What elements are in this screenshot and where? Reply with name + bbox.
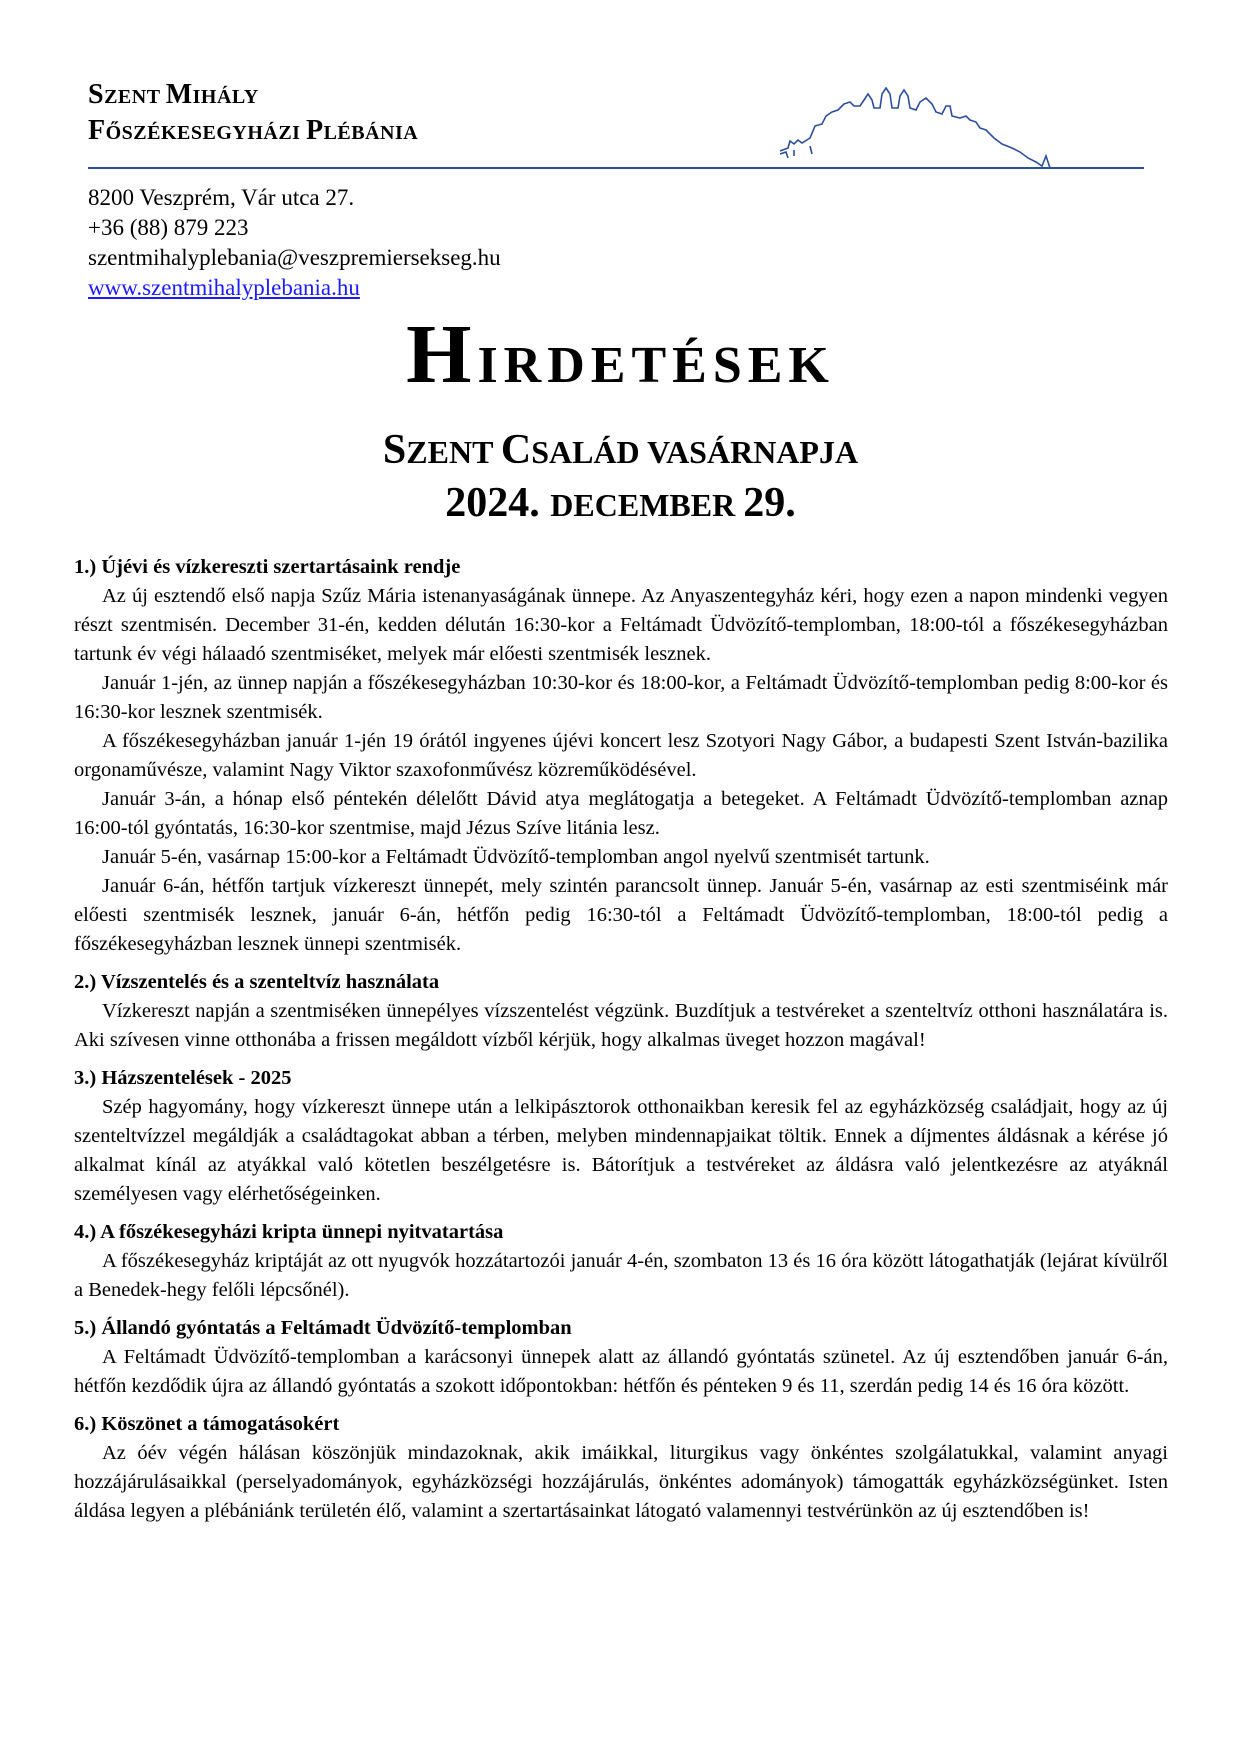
section-heading: 5.) Állandó gyóntatás a Feltámadt Üdvözítő-templomban <box>74 1317 572 1339</box>
section-paragraph: Az óév végén hálásan köszönjük mindazoknak, akik imáikkal, liturgikus vagy önkéntes szolgálatukkal, valamint anyagi hozzájárulásaikkal (perselyadományok, egyházközségi hozzájárulás, önkéntes adományok) támogatták egyházközségünket. Isten áldása legyen a plébániánk területén élő, valamint a szertartásainkat látogató valamennyi testvérünkön az új esztendőben is! <box>74 1442 1168 1522</box>
announcement-section <box>74 1064 1168 1209</box>
title-initial: H <box>406 308 478 401</box>
parish-name-text: IHÁLY <box>192 86 259 108</box>
section-paragraph: Január 3-án, a hónap első péntekén délelőtt Dávid atya meglátogatja a betegeket. A Feltámadt Üdvözítő-templomban aznap 16:00-tól gyóntatás, 16:30-kor szentmise, majd Jézus Szíve litánia lesz. <box>74 788 1168 839</box>
subtitle-date <box>0 478 1241 530</box>
announcement-section <box>74 1410 1168 1526</box>
castle-skyline-icon <box>780 86 1140 171</box>
parish-name-initial: F <box>88 115 106 146</box>
parish-name-initial: P <box>305 115 324 146</box>
title-text: IRDETÉSEK <box>477 337 835 394</box>
date-day: 29. <box>743 480 796 526</box>
announcement-section <box>74 1314 1168 1401</box>
subtitle-line-1 <box>0 425 1241 477</box>
section-paragraph: Vízkereszt napján a szentmiséken ünnepélyes vízszentelést végzünk. Buzdítjuk a testvéreket a szenteltvíz otthoni használatára is. Aki szívesen vinne otthonába a frissen megáldott vízből kérjük, hogy alkalmas üveget hozzon magával! <box>74 1000 1168 1051</box>
section-paragraph: A főszékesegyház kriptáját az ott nyugvók hozzátartozói január 4-én, szombaton 13 és 16 óra között látogathatják (lejárat kívülről a Benedek-hegy felőli lépcsőnél). <box>74 1250 1168 1301</box>
email: szentmihalyplebania@veszpremiersekseg.hu <box>88 245 501 270</box>
subtitle-initial: S <box>382 427 407 473</box>
announcement-section <box>74 1218 1168 1305</box>
address: 8200 Veszprém, Vár utca 27. <box>88 185 355 210</box>
announcement-section <box>74 553 1168 959</box>
parish-name-text: ŐSZÉKESEGYHÁZI <box>105 122 306 144</box>
header-divider <box>88 167 1144 169</box>
section-paragraph: Szép hagyomány, hogy vízkereszt ünnepe után a lelkipásztorok otthonaikban keresik fel az egyházközség családjait, hogy az új szenteltvízzel megáldják a családtagokat abban a térben, melyben mindennapjaikat töltik. Ennek a díjmentes áldásnak a kérése jó alkalmat kínál az atyákkal való kötetlen beszélgetésre is. Bátorítjuk a testvéreket az áldásra való jelentkezésre az atyáknál személyesen vagy elérhetőségeinken. <box>74 1096 1168 1205</box>
subtitle-initial: C <box>500 427 532 473</box>
parish-name-initial: S <box>88 79 105 110</box>
announcement-section <box>74 968 1168 1055</box>
parish-name-text: LÉBÁNIA <box>323 122 419 144</box>
section-heading: 2.) Vízszentelés és a szenteltvíz használata <box>74 971 440 993</box>
section-paragraph: Január 5-én, vasárnap 15:00-kor a Feltámadt Üdvözítő-templomban angol nyelvű szentmisét tartunk. <box>102 846 930 868</box>
date-year: 2024. <box>445 480 551 526</box>
section-heading: 6.) Köszönet a támogatásokért <box>74 1413 340 1435</box>
section-paragraph: A Feltámadt Üdvözítő-templomban a karácsonyi ünnepek alatt az állandó gyóntatás szünetel. Az új esztendőben január 6-án, hétfőn kezdődik újra az állandó gyóntatás a szokott időpontokban: hétfőn és pénteken 9 és 11, szerdán pedig 14 és 16 óra között. <box>74 1346 1168 1397</box>
phone: +36 (88) 879 223 <box>88 215 249 240</box>
date-month: DECEMBER <box>550 487 744 523</box>
parish-name-initial: M <box>165 79 193 110</box>
website-link[interactable]: www.szentmihalyplebania.hu <box>88 275 360 300</box>
section-heading: 1.) Újévi és vízkereszti szertartásaink rendje <box>74 556 461 578</box>
announcements <box>74 553 1168 1535</box>
contact-block <box>88 183 501 303</box>
parish-name-text: ZENT <box>104 86 166 108</box>
section-paragraph: A főszékesegyházban január 1-jén 19 órától ingyenes újévi koncert lesz Szotyori Nagy Gábor, a budapesti Szent István-bazilika orgonaművésze, valamint Nagy Viktor szaxofonművész közreműködésével. <box>74 730 1168 781</box>
page-title <box>0 308 1241 406</box>
subtitle-text: SALÁD VASÁRNAPJA <box>531 434 859 470</box>
subtitle-text: ZENT <box>406 434 501 470</box>
section-paragraph: Az új esztendő első napja Szűz Mária istenanyaságának ünnepe. Az Anyaszentegyház kéri, hogy ezen a napon mindenki vegyen részt szentmisén. December 31-én, kedden délután 16:30-kor a Feltámadt Üdvözítő-templomban, 18:00-tól a főszékesegyházban tartunk év végi hálaadó szentmiséket, melyek már előesti szentmisék lesznek. <box>74 585 1168 665</box>
section-heading: 4.) A főszékesegyházi kripta ünnepi nyitvatartása <box>74 1221 504 1243</box>
section-paragraph: Január 1-jén, az ünnep napján a főszékesegyházban 10:30-kor és 18:00-kor, a Feltámadt Üdvözítő-templomban pedig 8:00-kor és 16:30-kor lesznek szentmisék. <box>74 672 1168 723</box>
section-paragraph: Január 6-án, hétfőn tartjuk vízkereszt ünnepét, mely szintén parancsolt ünnep. Január 5-én, vasárnap az esti szentmiséink már előesti szentmisék lesznek, január 6-án, hétfőn pedig 16:30-tól a Feltámadt Üdvözítő-templomban, 18:00-tól pedig a főszékesegyházban lesznek ünnepi szentmisék. <box>74 875 1168 955</box>
section-heading: 3.) Házszentelések - 2025 <box>74 1067 292 1089</box>
